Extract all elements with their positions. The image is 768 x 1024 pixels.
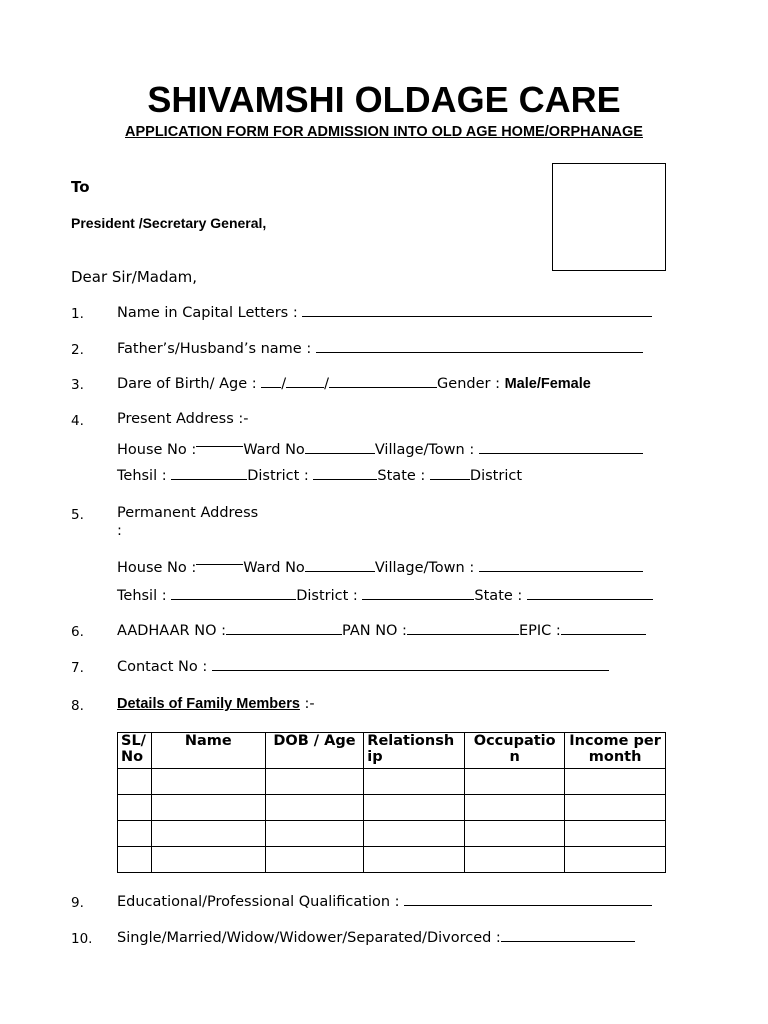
tehsil-label: Tehsil : (117, 468, 172, 484)
family-members-heading (117, 696, 315, 712)
form-subtitle: APPLICATION FORM FOR ADMISSION INTO OLD AGE HOME/ORPHANAGE (125, 124, 643, 140)
salutation: Dear Sir/Madam, (71, 268, 198, 286)
table-cell[interactable] (265, 847, 364, 873)
table-cell[interactable] (151, 821, 265, 847)
state-label: State : (377, 468, 430, 484)
name-field (117, 304, 652, 321)
table-cell[interactable] (118, 847, 152, 873)
permanent-address-line2 (117, 587, 653, 604)
contact-field (117, 658, 609, 675)
table-row (118, 795, 666, 821)
permanent-address-colon: : (117, 523, 122, 539)
family-members-label: Details of Family Members (117, 696, 300, 712)
field-number: 3. (71, 377, 84, 393)
field-number: 4. (71, 413, 84, 429)
table-row (118, 821, 666, 847)
table-cell[interactable] (465, 795, 565, 821)
district-label: District : (247, 468, 314, 484)
dob-label: Dare of Birth/ Age : (117, 376, 262, 392)
column-header: DOB / Age (265, 733, 364, 769)
table-cell[interactable] (151, 769, 265, 795)
district-label: District : (296, 588, 363, 604)
table-cell[interactable] (364, 821, 465, 847)
dob-separator: / (324, 376, 330, 392)
present-address-line1 (117, 441, 643, 458)
contact-label: Contact No : (117, 659, 212, 675)
permanent-address-label: Permanent Address (117, 505, 259, 521)
field-number: 7. (71, 660, 84, 676)
village-label: Village/Town : (374, 442, 479, 458)
field-number: 1. (71, 306, 84, 322)
id-numbers-field (117, 622, 646, 639)
father-name-field (117, 340, 643, 357)
dob-month-line[interactable] (286, 375, 324, 388)
tehsil-input-line[interactable] (171, 467, 247, 480)
dob-day-line[interactable] (261, 375, 281, 388)
marital-status-label: Single/Married/Widow/Widower/Separated/Divorced : (117, 930, 501, 946)
table-cell[interactable] (265, 821, 364, 847)
column-header: Income per month (565, 733, 666, 769)
father-name-input-line[interactable] (316, 340, 643, 353)
dob-field (117, 375, 591, 392)
marital-status-input-line[interactable] (501, 929, 635, 942)
table-cell[interactable] (118, 769, 152, 795)
table-cell[interactable] (364, 847, 465, 873)
field-number: 6. (71, 624, 84, 640)
field-number: 8. (71, 698, 84, 714)
form-title: SHIVAMSHI OLDAGE CARE (147, 79, 621, 120)
present-address-label: Present Address :- (117, 411, 249, 427)
table-cell[interactable] (565, 821, 666, 847)
column-header: Relationsh ip (364, 733, 465, 769)
qualification-input-line[interactable] (404, 893, 652, 906)
name-input-line[interactable] (302, 304, 652, 317)
house-no-input-line[interactable] (196, 552, 243, 565)
house-no-input-line[interactable] (196, 434, 243, 447)
ward-no-label: Ward No (243, 560, 305, 576)
table-cell[interactable] (465, 821, 565, 847)
qualification-label: Educational/Professional Qualification : (117, 894, 405, 910)
dob-year-line[interactable] (329, 375, 437, 388)
family-members-suffix: :- (299, 696, 315, 712)
district-trailing-label: District (469, 468, 523, 484)
table-cell[interactable] (151, 847, 265, 873)
ward-no-input-line[interactable] (305, 559, 375, 572)
permanent-address-line1 (117, 559, 643, 576)
marital-status-field (117, 929, 635, 946)
table-row (118, 847, 666, 873)
tehsil-input-line[interactable] (171, 587, 296, 600)
pan-label: PAN NO : (342, 623, 407, 639)
pan-input-line[interactable] (407, 622, 519, 635)
name-label: Name in Capital Letters : (117, 305, 303, 321)
present-address-line2 (117, 467, 522, 484)
aadhaar-input-line[interactable] (226, 622, 342, 635)
column-header: SL/ No (118, 733, 152, 769)
qualification-field (117, 893, 652, 910)
gender-options[interactable]: Male/Female (504, 376, 591, 392)
ward-no-input-line[interactable] (305, 441, 375, 454)
family-members-table (117, 732, 666, 873)
state-input-line[interactable] (527, 587, 653, 600)
gender-label: Gender : (437, 376, 505, 392)
table-cell[interactable] (565, 795, 666, 821)
ward-no-label: Ward No (243, 442, 305, 458)
table-cell[interactable] (465, 769, 565, 795)
village-input-line[interactable] (479, 559, 643, 572)
tehsil-label: Tehsil : (117, 588, 172, 604)
field-number: 9. (71, 895, 84, 911)
aadhaar-label: AADHAAR NO : (117, 623, 226, 639)
table-header-row (118, 733, 666, 769)
table-cell[interactable] (265, 769, 364, 795)
house-no-label: House No : (117, 560, 197, 576)
epic-input-line[interactable] (561, 622, 646, 635)
district-input-line[interactable] (313, 467, 377, 480)
dob-separator: / (281, 376, 287, 392)
to-label: To (71, 178, 90, 196)
table-cell[interactable] (118, 821, 152, 847)
contact-input-line[interactable] (212, 658, 609, 671)
state-label: State : (474, 588, 527, 604)
table-cell[interactable] (364, 795, 465, 821)
table-row (118, 769, 666, 795)
table-cell[interactable] (265, 795, 364, 821)
field-number: 10. (71, 931, 93, 947)
table-cell[interactable] (364, 769, 465, 795)
table-cell[interactable] (565, 847, 666, 873)
village-input-line[interactable] (479, 441, 643, 454)
father-name-label: Father’s/Husband’s name : (117, 341, 316, 357)
table-cell[interactable] (118, 795, 152, 821)
recipient-label: President /Secretary General, (71, 215, 267, 231)
field-number: 5. (71, 507, 84, 523)
house-no-label: House No : (117, 442, 197, 458)
table-cell[interactable] (151, 795, 265, 821)
district-input-line[interactable] (362, 587, 474, 600)
state-input-line[interactable] (430, 467, 470, 480)
village-label: Village/Town : (374, 560, 479, 576)
field-number: 2. (71, 342, 84, 358)
column-header: Occupatio n (465, 733, 565, 769)
column-header: Name (151, 733, 265, 769)
table-cell[interactable] (565, 769, 666, 795)
epic-label: EPIC : (518, 623, 561, 639)
photo-box (552, 163, 666, 271)
table-cell[interactable] (465, 847, 565, 873)
